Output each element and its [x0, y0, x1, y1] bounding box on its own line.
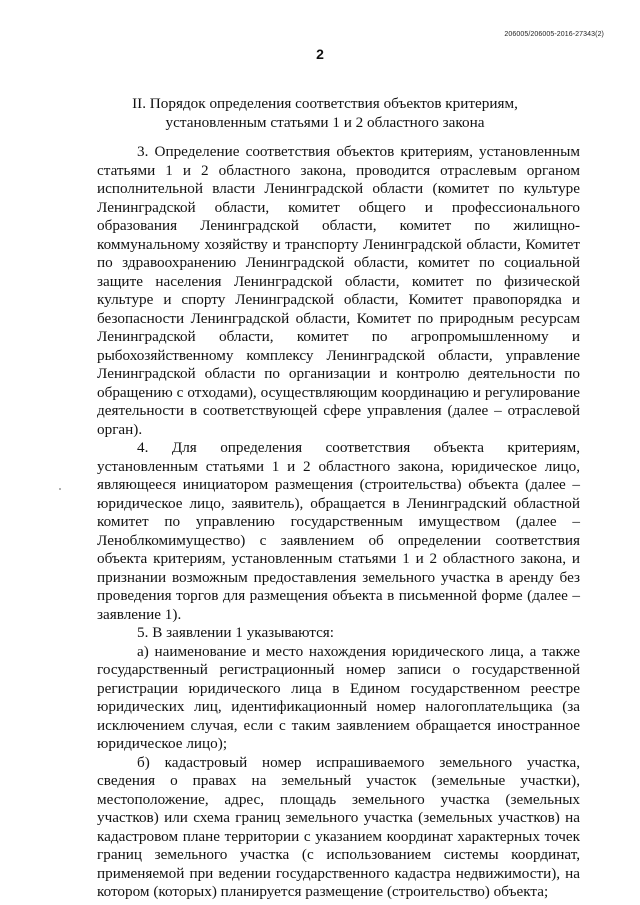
paragraph-5b: б) кадастровый номер испрашиваемого земельного участка, сведения о правах на земельный участок (земельные участки), местоположение, адрес, площадь земельного участка (земельных участков) или схема границ земельного участка (земельных участков) на кадастровом плане территории с указанием координат характерных точек границ земельного участка (с использованием системы координат, применяемой при ведении государственного кадастра недвижимости), на котором (которых) планируется размещение (строительство) объекта;: [97, 753, 580, 900]
section-heading-line-1: II. Порядок определения соответствия объектов критериям,: [132, 95, 518, 112]
paragraph-5: 5. В заявлении 1 указываются:: [137, 624, 335, 641]
section-heading-line-2: установленным статьями 1 и 2 областного закона: [165, 114, 485, 131]
section-heading: [110, 94, 540, 132]
paragraph-4: 4. Для определения соответствия объекта критериям, установленным статьями 1 и 2 областного закона, юридическое лицо, являющееся инициатором размещения (строительства) объекта (далее – юридическое лицо, заявитель), обращается в Ленинградский областной комитет по управлению государственным имуществом (далее – Леноблкомимущество) с заявлением об определении соответствия объекта критериям, установленным статьями 1 и 2 областного закона, и признании возможным предоставления земельного участка в аренду без проведения торгов для размещения объекта в письменной форме (далее – заявление 1).: [97, 439, 580, 623]
page-number: 2: [316, 46, 324, 62]
document-id: 206005/206005-2016-27343(2): [504, 31, 604, 38]
scan-speck: [59, 488, 61, 490]
paragraph-3: 3. Определение соответствия объектов критериям, установленным статьями 1 и 2 областного закона, проводится отраслевым органом исполнительной власти Ленинградской области (комитет по культуре Ленинградской области, комитет общего и профессионального образования Ленинградской области, комитет по жилищно-коммунальному хозяйству и транспорту Ленинградской области, Комитет по здравоохранению Ленинградской области, комитет по социальной защите населения Ленинградской области, комитет по физической культуре и спорту Ленинградской области, Комитет правопорядка и безопасности Ленинградской области, Комитет по природным ресурсам Ленинградской области, комитет по агропромышленному и рыбохозяйственному комплексу Ленинградской области, управление Ленинградской области по организации и контролю деятельности по обращению с отходами), осуществляющим координацию и регулирование деятельности в соответствующей сфере управления (далее – отраслевой орган).: [97, 143, 580, 438]
document-body: [97, 143, 580, 902]
paragraph-5a: а) наименование и место нахождения юридического лица, а также государственный регистрационный номер записи о государственной регистрации юридического лица в Едином государственном реестре юридических лиц, идентификационный номер налогоплательщика (за исключением случая, если с таким заявлением обращается иностранное юридическое лицо);: [97, 642, 580, 752]
